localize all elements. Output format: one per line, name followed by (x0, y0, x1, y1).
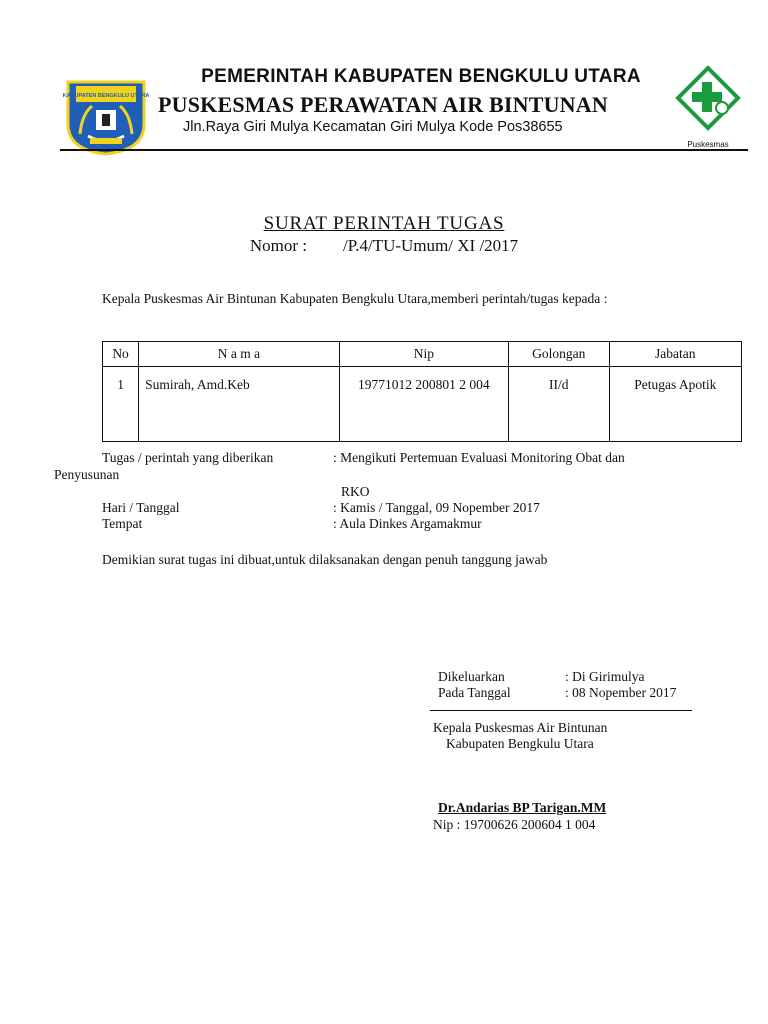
cell-nama: Sumirah, Amd.Keb (139, 367, 340, 442)
header-golongan: Golongan (508, 342, 609, 367)
cell-no: 1 (103, 367, 139, 442)
issued-date-value: : 08 Nopember 2017 (565, 685, 677, 700)
task-value-cont: RKO (341, 484, 370, 499)
header-nama: N a m a (139, 342, 340, 367)
task-value: : Mengikuti Pertemuan Evaluasi Monitoring Obat dan (333, 450, 625, 465)
assignee-table (102, 341, 742, 442)
cell-nip: 19771012 200801 2 004 (339, 367, 508, 442)
puskesmas-logo (672, 64, 744, 154)
number-label: Nomor : (249, 236, 307, 255)
cell-jabatan: Petugas Apotik (609, 367, 741, 442)
closing-text: Demikian surat tugas ini dibuat,untuk dilaksanakan dengan penuh tanggung jawab (102, 552, 548, 567)
table-header-row (103, 342, 742, 367)
issued-place-value: : Di Girimulya (565, 669, 645, 684)
signatory-position-1: Kepala Puskesmas Air Bintunan (433, 720, 608, 735)
issued-date-label: Pada Tanggal (438, 685, 511, 700)
letterhead-divider (60, 149, 748, 151)
date-label: Hari / Tanggal (102, 500, 180, 515)
puskesmas-logo-caption: Puskesmas (687, 140, 729, 149)
kabupaten-logo (62, 76, 150, 156)
table-row (103, 367, 742, 442)
document-number (0, 236, 768, 256)
logo-left-text: KABUPATEN BENGKULU UTARA (62, 93, 150, 99)
letterhead-address: Jln.Raya Giri Mulya Kecamatan Giri Mulya Kode Pos38655 (183, 119, 563, 135)
signatory-position-2: Kabupaten Bengkulu Utara (446, 736, 594, 751)
intro-text: Kepala Puskesmas Air Bintunan Kabupaten Bengkulu Utara,memberi perintah/tugas kepada : (102, 291, 608, 306)
place-value: : Aula Dinkes Argamakmur (333, 516, 482, 531)
number-value: /P.4/TU-Umum/ XI /2017 (342, 236, 519, 255)
letterhead-institution: PUSKESMAS PERAWATAN AIR BINTUNAN (158, 92, 608, 117)
letterhead-government: PEMERINTAH KABUPATEN BENGKULU UTARA (201, 66, 641, 87)
signatory-nip: Nip : 19700626 200604 1 004 (433, 817, 596, 832)
header-jabatan: Jabatan (609, 342, 741, 367)
header-nip: Nip (339, 342, 508, 367)
header-no: No (103, 342, 139, 367)
task-value-wrap: Penyusunan (54, 467, 120, 482)
cell-golongan: II/d (508, 367, 609, 442)
issued-divider (430, 710, 692, 711)
date-value: : Kamis / Tanggal, 09 Nopember 2017 (333, 500, 540, 515)
issued-place-label: Dikeluarkan (438, 669, 505, 684)
signatory-name: Dr.Andarias BP Tarigan.MM (438, 800, 607, 815)
task-label: Tugas / perintah yang diberikan (102, 450, 274, 465)
document-title: SURAT PERINTAH TUGAS (263, 213, 505, 234)
place-label: Tempat (102, 516, 143, 531)
